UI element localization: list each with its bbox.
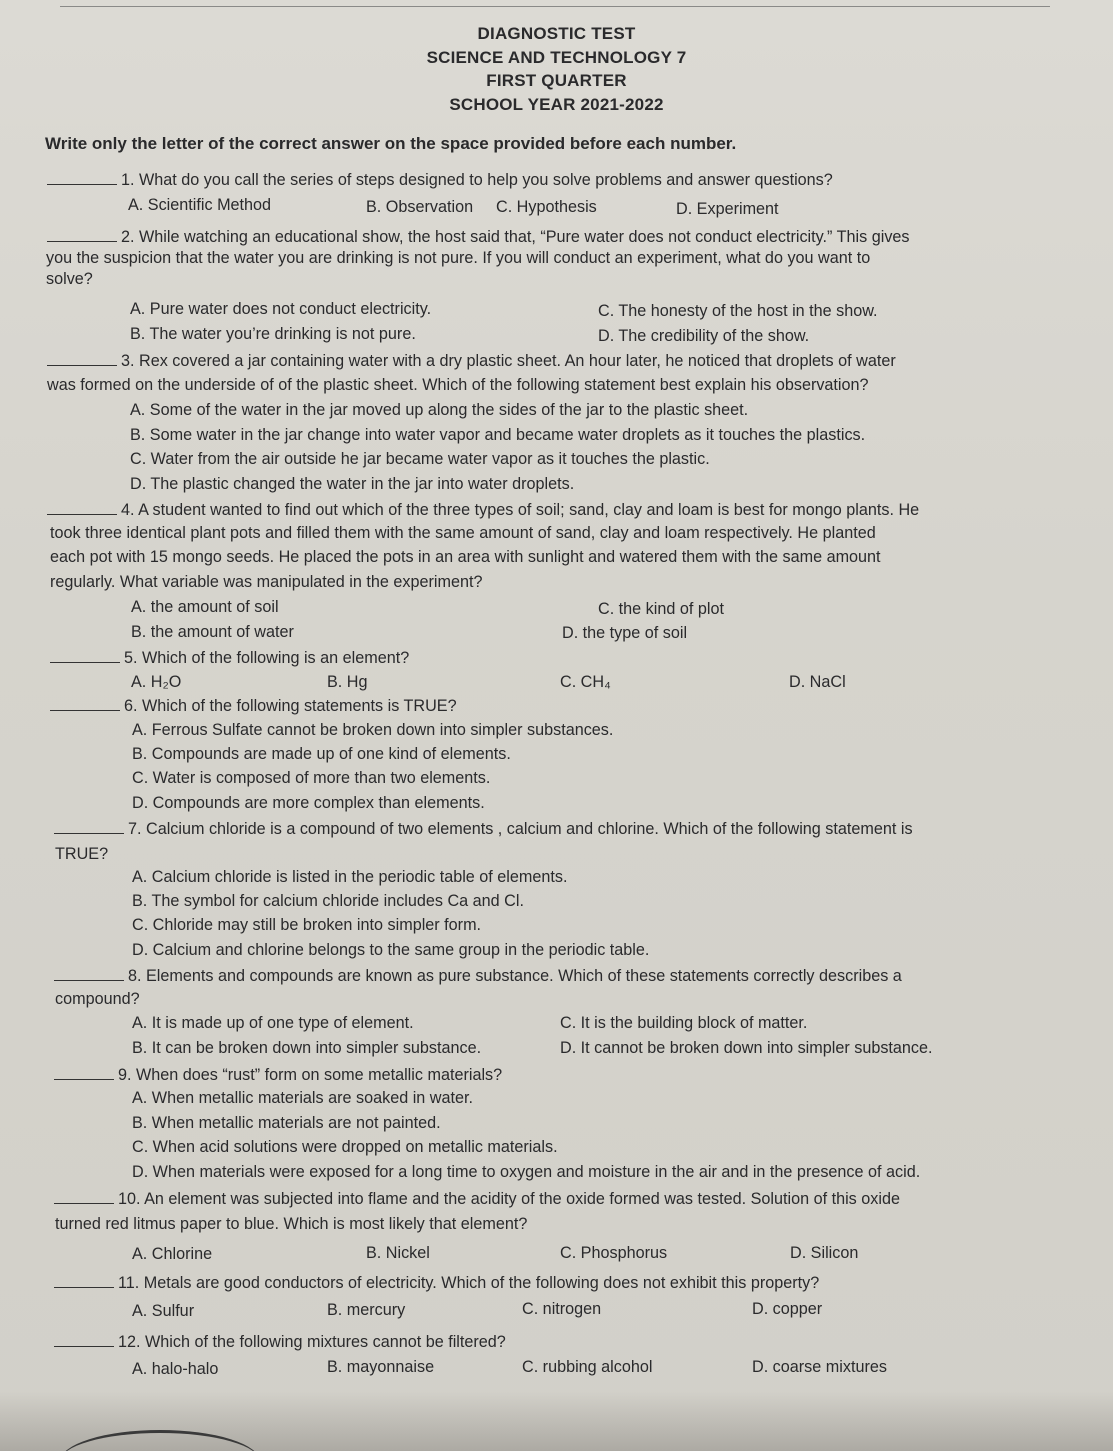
header-school-year: SCHOOL YEAR 2021-2022 [449,94,664,114]
top-rule [60,6,1050,7]
question-stem-continued: was formed on the underside of of the plastic sheet. Which of the following statement best explain his observation? [47,376,869,394]
option: A. Scientific Method [128,196,272,214]
option: D. It cannot be broken down into simpler substance. [560,1039,933,1057]
option: C. When acid solutions were dropped on metallic materials. [132,1138,558,1156]
question-2 [47,225,910,250]
option: C. CH₄ [560,673,611,691]
option: A. Ferrous Sulfate cannot be broken down into simpler substances. [132,721,614,739]
answer-blank[interactable] [47,240,117,242]
question-stem: 7. Calcium chloride is a compound of two elements , calcium and chlorine. Which of the following statement is [128,820,913,838]
option: D. Experiment [676,200,779,218]
option: B. mayonnaise [327,1358,435,1376]
answer-blank[interactable] [54,832,124,834]
answer-blank[interactable] [54,1286,114,1288]
question-1 [47,168,833,193]
option: C. Chloride may still be broken into simpler form. [132,916,482,934]
option: C. the kind of plot [598,600,724,618]
question-4 [47,498,919,523]
option: D. the type of soil [562,624,688,642]
option: C. nitrogen [522,1300,602,1318]
answer-blank[interactable] [54,1078,114,1080]
option: B. Hg [327,673,368,691]
option: C. It is the building block of matter. [560,1014,808,1032]
question-3 [47,349,896,374]
question-stem: 1. What do you call the series of steps designed to help you solve problems and answer questions? [121,171,833,189]
option: B. mercury [327,1301,406,1319]
option: D. Calcium and chlorine belongs to the same group in the periodic table. [132,941,650,959]
question-8 [54,964,902,989]
answer-blank[interactable] [54,1345,114,1347]
option: A. Calcium chloride is listed in the periodic table of elements. [132,868,568,886]
answer-blank[interactable] [54,979,124,981]
question-stem: 11. Metals are good conductors of electricity. Which of the following does not exhibit this property? [118,1274,820,1292]
question-12 [54,1330,506,1355]
option: B. Some water in the jar change into water vapor and became water droplets as it touches the plastics. [130,426,866,444]
option: A. halo-halo [132,1360,219,1378]
question-stem: 2. While watching an educational show, the host said that, “Pure water does not conduct electricity.” This gives [121,228,910,246]
answer-blank[interactable] [50,709,120,711]
option: D. NaCl [789,673,846,691]
question-stem: 10. An element was subjected into flame and the acidity of the oxide formed was tested. Solution of this oxide [118,1190,900,1208]
question-stem-continued: turned red litmus paper to blue. Which is most likely that element? [55,1215,528,1233]
question-stem: 9. When does “rust” form on some metallic materials? [118,1066,503,1084]
question-10 [54,1187,900,1212]
option: A. H₂O [131,673,182,691]
question-stem: 12. Which of the following mixtures cannot be filtered? [118,1333,506,1351]
question-stem: 5. Which of the following is an element? [124,649,410,667]
option: A. Sulfur [132,1302,195,1320]
option: A. Some of the water in the jar moved up along the sides of the jar to the plastic sheet. [130,401,749,419]
instructions: Write only the letter of the correct answer on the space provided before each number. [45,134,737,153]
option: B. When metallic materials are not painted. [132,1114,441,1132]
option: C. The honesty of the host in the show. [598,302,878,320]
option: C. Phosphorus [560,1244,668,1262]
option: A. Pure water does not conduct electricity. [130,300,432,318]
question-stem-continued: regularly. What variable was manipulated in the experiment? [50,573,483,591]
question-stem: 3. Rex covered a jar containing water with a dry plastic sheet. An hour later, he noticed that droplets of water [121,352,896,370]
question-11 [54,1271,819,1296]
option: B. Compounds are made up of one kind of elements. [132,745,511,763]
option: B. Nickel [366,1244,430,1262]
option: C. Water from the air outside he jar became water vapor as it touches the plastic. [130,450,710,468]
question-5 [50,646,409,671]
question-9 [54,1063,502,1088]
question-stem-continued: each pot with 15 mongo seeds. He placed the pots in an area with sunlight and watered them with the same amount [50,548,881,566]
option: A. Chlorine [132,1245,213,1263]
test-header [0,22,1113,116]
question-6 [50,694,457,719]
question-stem: 4. A student wanted to find out which of the three types of soil; sand, clay and loam is best for mongo plants. He [121,501,920,519]
option: C. rubbing alcohol [522,1358,653,1376]
option: A. the amount of soil [131,598,279,616]
question-stem: 8. Elements and compounds are known as pure substance. Which of these statements correctly describes a [128,967,902,985]
option: A. It is made up of one type of element. [132,1014,414,1032]
question-stem-continued: solve? [46,270,93,288]
option: B. It can be broken down into simpler substance. [132,1039,482,1057]
answer-blank[interactable] [47,364,117,366]
header-quarter: FIRST QUARTER [486,71,627,90]
answer-blank[interactable] [47,513,117,515]
question-stem-continued: compound? [55,990,140,1008]
question-stem-continued: you the suspicion that the water you are drinking is not pure. If you will conduct an experiment, what do you want to [46,249,871,267]
option: D. copper [752,1300,823,1318]
option: C. Hypothesis [496,198,597,216]
option: D. When materials were exposed for a long time to oxygen and moisture in the air and in the presence of acid. [132,1163,921,1181]
option: D. Silicon [790,1244,859,1262]
header-title: DIAGNOSTIC TEST [477,24,636,43]
option: B. Observation [366,198,474,216]
option: B. the amount of water [131,623,294,641]
question-stem-continued: took three identical plant pots and filled them with the same amount of sand, clay and loam respectively. He planted [50,524,876,542]
header-subject: SCIENCE AND TECHNOLOGY 7 [426,47,687,67]
question-7 [54,817,913,842]
option: D. The credibility of the show. [598,327,810,345]
answer-blank[interactable] [47,183,117,185]
option: D. The plastic changed the water in the jar into water droplets. [130,475,575,493]
option: D. Compounds are more complex than elements. [132,794,485,812]
answer-blank[interactable] [50,661,120,663]
option: C. Water is composed of more than two elements. [132,769,491,787]
answer-blank[interactable] [54,1202,114,1204]
option: B. The symbol for calcium chloride includes Ca and Cl. [132,892,524,910]
option: A. When metallic materials are soaked in water. [132,1089,473,1107]
question-stem-continued: TRUE? [55,845,109,863]
question-stem: 6. Which of the following statements is TRUE? [124,697,457,715]
option: D. coarse mixtures [752,1358,887,1376]
option: B. The water you’re drinking is not pure. [130,325,416,343]
